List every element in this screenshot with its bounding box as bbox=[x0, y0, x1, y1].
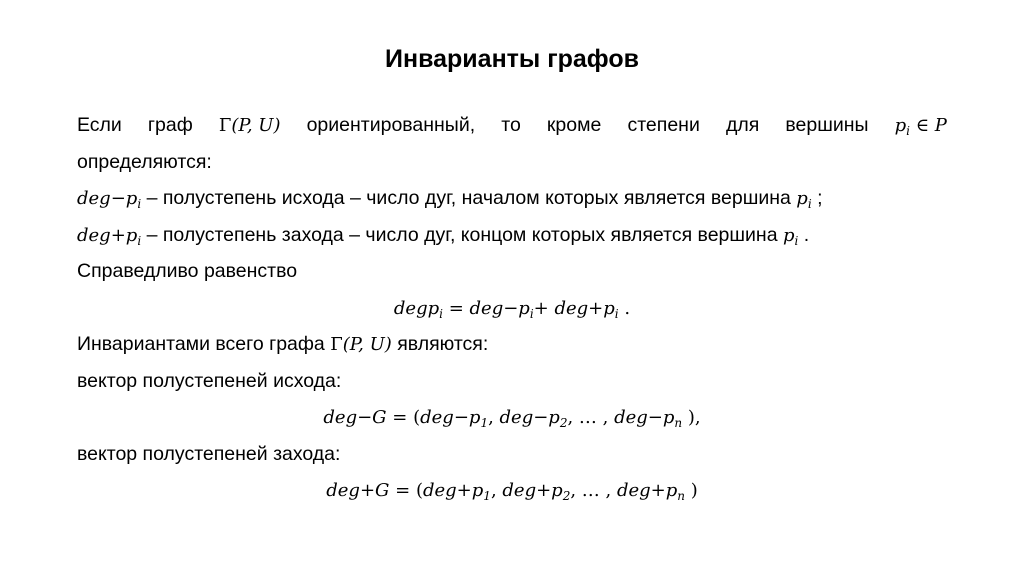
intro-word: для bbox=[725, 114, 760, 136]
degree-sum-formula: degp$_i$ = $deg-p_i+ deg+p_i$ . bbox=[393, 297, 631, 321]
intro-line bbox=[77, 107, 947, 144]
intro-word: вершины bbox=[785, 114, 869, 136]
in-degree-end: . bbox=[798, 223, 810, 246]
out-degree-definition bbox=[77, 180, 947, 217]
vertex-symbol: $p_i$ bbox=[796, 188, 812, 211]
intro-word: Если bbox=[77, 114, 122, 136]
in-vector-label: вектор полустепеней захода: bbox=[77, 442, 341, 465]
vertex-symbol: $p_i$ bbox=[782, 224, 799, 248]
intro-word: граф bbox=[147, 114, 193, 136]
out-degree-text: – полустепень исхода – число дуг, началом которых является вершина bbox=[141, 187, 797, 209]
out-vector-label: вектор полустепеней исхода: bbox=[77, 369, 342, 392]
graph-notation: Γ(P, U) bbox=[218, 115, 281, 136]
out-degree-term: $deg-p_i$ bbox=[77, 188, 142, 211]
out-vector-formula: $deg-G = (deg-p_1$, $deg-p_2$, … , $deg-p_n$ ), bbox=[323, 407, 701, 430]
invariants-intro: Инвариантами всего графа Γ(P, U) являются: bbox=[77, 333, 489, 355]
intro-word: кроме bbox=[546, 114, 602, 136]
graph-notation: Γ(P, U) bbox=[330, 334, 392, 355]
in-vector-formula: $deg+G = (deg+p_1$, $deg+p_2$, … , $deg+p_n$ ) bbox=[326, 480, 698, 503]
intro-word: то bbox=[501, 114, 521, 136]
equality-intro: Справедливо равенство bbox=[77, 260, 298, 282]
intro-word: ориентированный, bbox=[306, 114, 476, 136]
in-degree-term: $deg+p_i$ bbox=[77, 224, 142, 248]
out-degree-end: ; bbox=[811, 187, 823, 209]
in-degree-text: – полустепень захода – число дуг, концом которых является вершина bbox=[141, 223, 783, 246]
in-degree-definition bbox=[77, 217, 947, 254]
slide-body bbox=[77, 107, 947, 509]
intro-continuation: определяются: bbox=[77, 150, 212, 173]
intro-word: степени bbox=[627, 114, 700, 136]
slide-title: Инварианты графов bbox=[385, 45, 639, 73]
vertex-in-set: $p_i$ ∈ P bbox=[894, 115, 947, 138]
